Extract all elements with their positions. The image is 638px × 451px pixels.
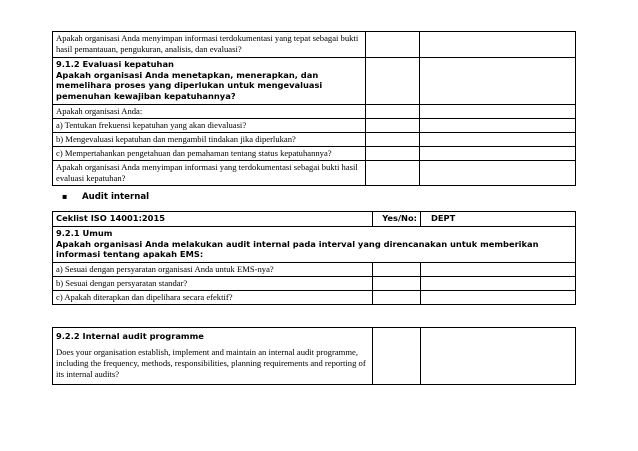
- audit-programme-table: [52, 327, 576, 385]
- question-cell: [53, 328, 373, 385]
- dept-cell[interactable]: [421, 328, 576, 385]
- audit-internal-heading: [62, 192, 149, 202]
- question-cell: c) Mempertahankan pengetahuan dan pemahaman tentang status kepatuhannya?: [53, 147, 366, 161]
- answer-cell[interactable]: [366, 32, 420, 58]
- section-heading: 9.2.2 Internal audit programme: [56, 331, 204, 341]
- answer-cell[interactable]: [366, 161, 420, 186]
- answer-cell[interactable]: [366, 119, 420, 133]
- question-cell: Apakah organisasi Anda menyimpan informasi yang terdokumentasi sebagai bukti hasil evaluasi kepatuhan?: [53, 161, 366, 186]
- question-cell: b) Sesuai dengan persyaratan standar?: [53, 277, 373, 291]
- section-heading: 9.1.2 Evaluasi kepatuhan: [56, 59, 174, 69]
- section-heading: 9.2.1 Umum: [56, 228, 113, 238]
- section-subheading: Apakah organisasi Anda menetapkan, menerapkan, dan memelihara proses yang diperlukan untuk mengevaluasi pemenuhan kewajiban kepatuhannya?: [56, 69, 323, 101]
- answer-cell[interactable]: [366, 105, 420, 119]
- dept-cell[interactable]: [420, 147, 576, 161]
- bullet-icon: ▪: [62, 192, 68, 201]
- section-heading-cell: [53, 58, 366, 105]
- question-cell: Apakah organisasi Anda menyimpan informasi terdokumentasi yang tepat sebagai bukti hasil pemantauan, pengukuran, analisis, dan evaluasi?: [53, 32, 366, 58]
- dept-cell[interactable]: [420, 161, 576, 186]
- dept-cell[interactable]: [421, 263, 576, 277]
- internal-audit-table: [52, 211, 576, 305]
- answer-cell[interactable]: [373, 328, 421, 385]
- answer-cell[interactable]: [366, 147, 420, 161]
- answer-cell[interactable]: [373, 291, 421, 305]
- compliance-evaluation-table: [52, 31, 576, 186]
- audit-internal-label: Audit internal: [82, 192, 150, 202]
- dept-cell[interactable]: [421, 277, 576, 291]
- yes-no-header: Yes/No:: [373, 212, 421, 227]
- section-heading-cell: [53, 227, 576, 263]
- checklist-title-cell: Ceklist ISO 14001:2015: [53, 212, 373, 227]
- answer-cell[interactable]: [373, 263, 421, 277]
- dept-cell[interactable]: [420, 119, 576, 133]
- question-cell: c) Apakah diterapkan dan dipelihara secara efektif?: [53, 291, 373, 305]
- answer-cell[interactable]: [373, 277, 421, 291]
- dept-cell[interactable]: [420, 32, 576, 58]
- dept-header: DEPT: [421, 212, 576, 227]
- section-subheading: Apakah organisasi Anda melakukan audit internal pada interval yang direncanakan untuk memberikan informasi tentang apakah EMS:: [56, 238, 539, 260]
- question-text: Does your organisation establish, implement and maintain an internal audit programme, including the frequency, methods, responsibilities, planning requirements and reporting of its internal audits?: [56, 347, 366, 379]
- answer-cell[interactable]: [366, 133, 420, 147]
- question-cell: b) Mengevaluasi kepatuhan dan mengambil tindakan jika diperlukan?: [53, 133, 366, 147]
- dept-cell[interactable]: [420, 133, 576, 147]
- dept-cell[interactable]: [420, 58, 576, 105]
- question-cell: a) Sesuai dengan persyaratan organisasi Anda untuk EMS-nya?: [53, 263, 373, 277]
- dept-cell[interactable]: [421, 291, 576, 305]
- question-cell: a) Tentukan frekuensi kepatuhan yang akan dievaluasi?: [53, 119, 366, 133]
- answer-cell[interactable]: [366, 58, 420, 105]
- question-cell: Apakah organisasi Anda:: [53, 105, 366, 119]
- dept-cell[interactable]: [420, 105, 576, 119]
